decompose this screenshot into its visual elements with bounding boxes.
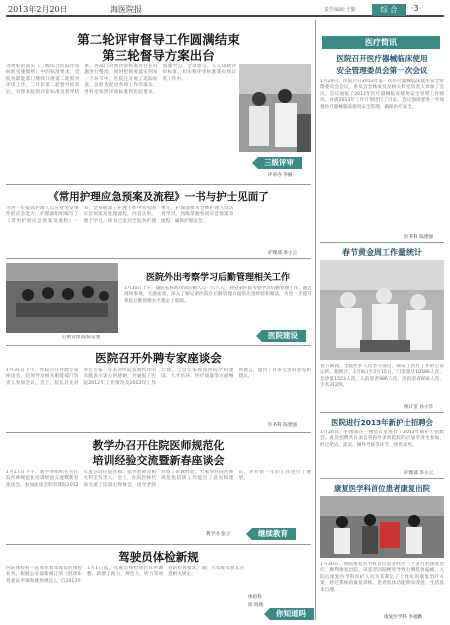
article-4-body: 1月31日下午，医院召开外聘专家座谈会。院领导及相关职能部门负责人参加会议。会上，院长首先对各位专家一年来对医院发展所作的贡献表示衷心的感谢，并通报了医院2012年工作情况及2013年工作计划。与会专家围绕医院学科建设、人才培养、医疗质量等方面畅所欲言，提出了许多宝贵的意见和建议。 [6, 368, 311, 386]
r-news-title-line-2: 安全管理委员会第一次会议 [336, 66, 428, 75]
doctors-photo-art [239, 64, 311, 152]
meeting-photo-art [6, 263, 118, 333]
newspaper-page [6, 4, 444, 621]
editor-credit: 责任编辑:王勤 [324, 7, 356, 13]
section-label: 综 合 [372, 4, 406, 16]
masthead [6, 4, 444, 17]
article-3-photo-caption: 后勤管理部/陈安强 [62, 335, 101, 340]
page-number: ·3· [411, 4, 422, 13]
r-festival-body: 春节期间，全院医护人员坚守岗位，保证了医疗工作的正常运转。据统计，2月9日至2月15日，门诊量达10586人次，急诊量1523人次，入院患者986人次，出院患者856人次，手术312例。 [320, 364, 444, 389]
article-3-title: 医院外出考察学习后勤管理相关工作 [145, 273, 290, 283]
tag-did-you-know: 你知道吗 [270, 608, 314, 620]
r-news-body: 1月29日，医院召开2013年第一次医疗器械临床使用安全管理委员会会议。委员会全体成员及相关科室负责人参加了会议。会议通报了2012年医疗器械临床使用安全管理工作情况，并就2013年工作计划进行了讨论。会议强调要进一步加强医疗器械临床使用安全管理，确保医疗安全。 [320, 79, 444, 110]
article-4-byline: 医务科 陈建强 [268, 423, 298, 428]
r-divider-2 [320, 412, 444, 413]
article-1-photo [239, 64, 311, 152]
divider-5 [6, 544, 311, 545]
r-festival-photo [320, 260, 444, 360]
issue-date: 2013年2月20日 [8, 5, 68, 14]
divider-1 [6, 184, 311, 185]
medical-news-header: 医疗简讯 [322, 36, 440, 49]
article-1-title-line-2: 第三轮督导方案出台 [102, 48, 215, 63]
tag-continuing-education: 继续教育 [252, 528, 296, 540]
r-rehab-title: 康复医学科首位患者康复出院 [333, 484, 431, 493]
article-4-title: 医院召开外聘专家座谈会 [95, 351, 222, 365]
divider-2 [6, 258, 311, 259]
divider-4 [6, 432, 311, 433]
article-3-photo [6, 263, 118, 333]
article-6-byline-name: 徐 海燕 [248, 603, 264, 608]
article-5-byline: 教学办 张立 [206, 532, 231, 537]
article-2-byline: 护理部 李小云 [268, 251, 298, 256]
tag-hospital-construction: 医院建设 [262, 330, 306, 342]
article-2-body: 为进一步提高护理人员应对突发事件的应急能力，护理部组织编写了《常用护理应急预案及流程》一书，全书收录了护理工作中常见的应急预案及处理流程，内容实用，便于学习。该书已发到全院各护理单元，护理部要求全体护理人员认真学习，熟练掌握各项应急预案及流程，确保护理安全。 [6, 206, 234, 224]
r-nurse-body: 1月26日，护理部在三楼会议室进行了2013年新护士招聘会。此次招聘共有来自省内外多所院校的应届毕业生参加，经过笔试、面试、操作考核等环节，择优录用。 [320, 430, 444, 448]
article-1-body: 为更好的落实《三级综合医院评审标准实施细则》中的标准要求，全院各职能部门继续开展第二轮督导评审工作，二月份第二轮督导结束后，对照本院的评审标准及督导结果，各部门对照评审标准对存在问题进行整改，同时把制度落实到每一个环节中。医院还开展了追踪检查，以检查促进各项工作的落实。各科室按照评审标准和医院要求，加强学习，全员参与，人人知晓评审标准，切实将评审标准落实到日常工作中。 [6, 64, 236, 95]
r-nurse-byline: 护理部 李小云 [404, 471, 434, 476]
tag-three-level-review: 三级评审 [258, 157, 302, 169]
r-festival-byline: 统计室 孙小华 [404, 405, 434, 410]
article-5-title-line-2: 培训经验交流暨新春座谈会 [92, 454, 225, 467]
r-divider-3 [320, 478, 444, 479]
column-divider [315, 20, 316, 620]
r-festival-title: 春节黄金周工作量统计 [342, 248, 422, 257]
paper-name: 海医院报 [110, 5, 142, 14]
article-1-title-line-1: 第二轮评审督导工作圆满结束 [77, 32, 240, 47]
r-rehab-photo [320, 496, 444, 558]
article-2-title: 《常用护理应急预案及流程》一书与护士见面了 [48, 191, 269, 203]
r-news-byline: 医务科 陈建强 [404, 235, 434, 240]
divider-3 [6, 345, 311, 346]
r-rehab-body: 1月30日，我院康复医学科首位患者经过一个多月的康复治疗，顺利康复出院。该患者因脑梗死导致右侧肢体偏瘫，入院后康复医学科医护人员为其制定了个性化的康复治疗方案，经过系统的康复训练，患者肢体功能明显改善，生活基本自理。 [320, 562, 444, 593]
article-6-body: 医院体检科一直承担着驾驶员的体检业务。根据公安部新修订的《机动车驾驶证申领和使用规定》，自2013年1月1日起，驾驶员体检项目有所调整，新增了视力、辨色力、听力等项目的检查要求，请广大驾驶员朋友注意相关规定。 [6, 566, 244, 584]
article-6-title: 驾驶员体检新规 [118, 550, 199, 564]
rehab-photo-art [320, 496, 444, 558]
r-rehab-byline: 康复医学科 李福勤 [384, 615, 423, 620]
article-1-byline: 评审办 李丽 [268, 173, 293, 178]
article-5-body: 1月17日下午，教学办组织召开住院医师规范化培训经验交流暨新春座谈会。参加座谈会的有我院2012年度在培住院医师、指导老师及相关科室负责人。会上，住院医师代表交流了培训心得体会，指导老师介绍了带教经验。大家对住院医师规范化培训工作提出了意见和建议，并对新一年的工作进行了展望。 [6, 470, 311, 488]
r-divider-1 [320, 242, 444, 243]
surgery-photo-art [320, 260, 444, 360]
r-news-title-line-1: 医院召开医疗器械临床使用 [336, 54, 428, 63]
article-3-body: 1月30日上午，副院长杨辉带领后勤人员一行八人，到兄弟医院考察学习后勤管理工作。通过现场参观、交流座谈，深入了解兄弟医院在后勤管理方面的先进经验和做法，为进一步提升我院后勤管理水平奠定了基础。 [124, 286, 312, 304]
article-6-byline-dept: 体检科 [248, 595, 262, 600]
r-nurse-title: 医院进行2013年新护士招聘会 [331, 418, 433, 427]
article-5-title-line-1: 教学办召开住院医师规范化 [92, 439, 225, 452]
